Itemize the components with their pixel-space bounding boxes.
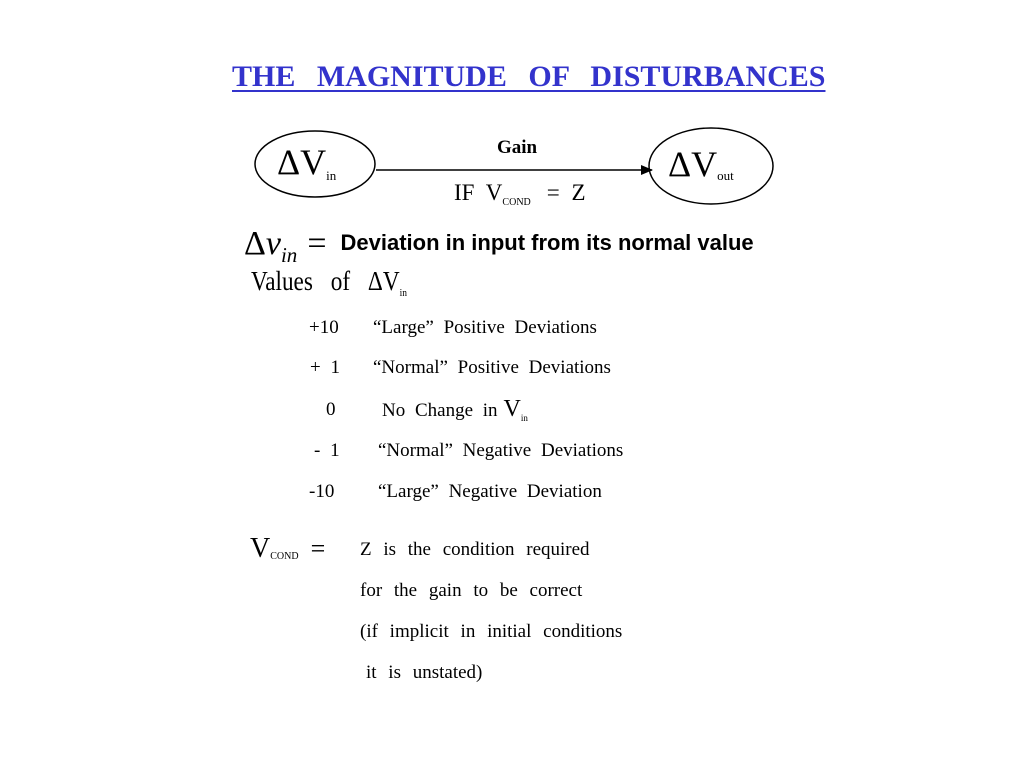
input-node-label: $\Delta V_{in}$ bbox=[277, 142, 337, 183]
condition-sub: COND bbox=[502, 197, 531, 208]
vcond-equals: = bbox=[310, 534, 326, 563]
vcond-sub: COND bbox=[270, 551, 299, 562]
delta-v-in-definition bbox=[244, 225, 754, 268]
equals-sign: = bbox=[307, 225, 327, 262]
in-subscript: in bbox=[280, 243, 298, 267]
vcond-line: (if implicit in initial conditions bbox=[360, 621, 623, 642]
v-symbol: v bbox=[265, 225, 281, 262]
values-heading-sub: in bbox=[399, 287, 408, 299]
definition-text: Deviation in input from its normal value bbox=[340, 230, 754, 255]
value-v-symbol: V bbox=[503, 396, 521, 422]
output-node-label: $\Delta V_{out}$ bbox=[668, 144, 734, 184]
vcond-line: for the gain to be correct bbox=[360, 580, 583, 601]
gain-label: Gain bbox=[497, 137, 538, 158]
value-description: “Normal” Negative Deviations bbox=[378, 440, 624, 461]
value-description: “Normal” Positive Deviations bbox=[373, 357, 611, 378]
values-heading-text: Values of ΔV bbox=[251, 266, 400, 296]
vcond-v-symbol: V bbox=[250, 533, 271, 564]
value-row bbox=[314, 440, 340, 462]
value-row bbox=[309, 317, 339, 339]
value-number: 0 bbox=[326, 399, 336, 420]
vcond-line: it is unstated) bbox=[366, 662, 483, 683]
condition-v: V bbox=[485, 180, 503, 205]
value-description: “Large” Negative Deviation bbox=[378, 481, 602, 502]
if-keyword: IF bbox=[454, 180, 475, 205]
vcond-definition bbox=[250, 533, 325, 565]
value-description-text: No Change in bbox=[382, 400, 498, 421]
vcond-line: Z is the condition required bbox=[360, 539, 590, 560]
delta-symbol: Δ bbox=[244, 225, 266, 262]
condition-eq: = Z bbox=[546, 180, 586, 205]
value-row bbox=[326, 399, 336, 421]
value-description: “Large” Positive Deviations bbox=[373, 317, 597, 338]
value-description bbox=[382, 396, 528, 423]
values-heading bbox=[251, 266, 407, 299]
value-row bbox=[310, 357, 340, 379]
page-title: THE MAGNITUDE OF DISTURBANCES bbox=[232, 60, 826, 93]
value-row bbox=[309, 481, 334, 503]
value-number: +10 bbox=[309, 317, 339, 338]
value-number: + 1 bbox=[310, 357, 340, 378]
value-number: -10 bbox=[309, 481, 335, 502]
value-v-sub: in bbox=[520, 413, 528, 423]
value-number: - 1 bbox=[314, 440, 340, 461]
condition-statement bbox=[454, 180, 586, 208]
